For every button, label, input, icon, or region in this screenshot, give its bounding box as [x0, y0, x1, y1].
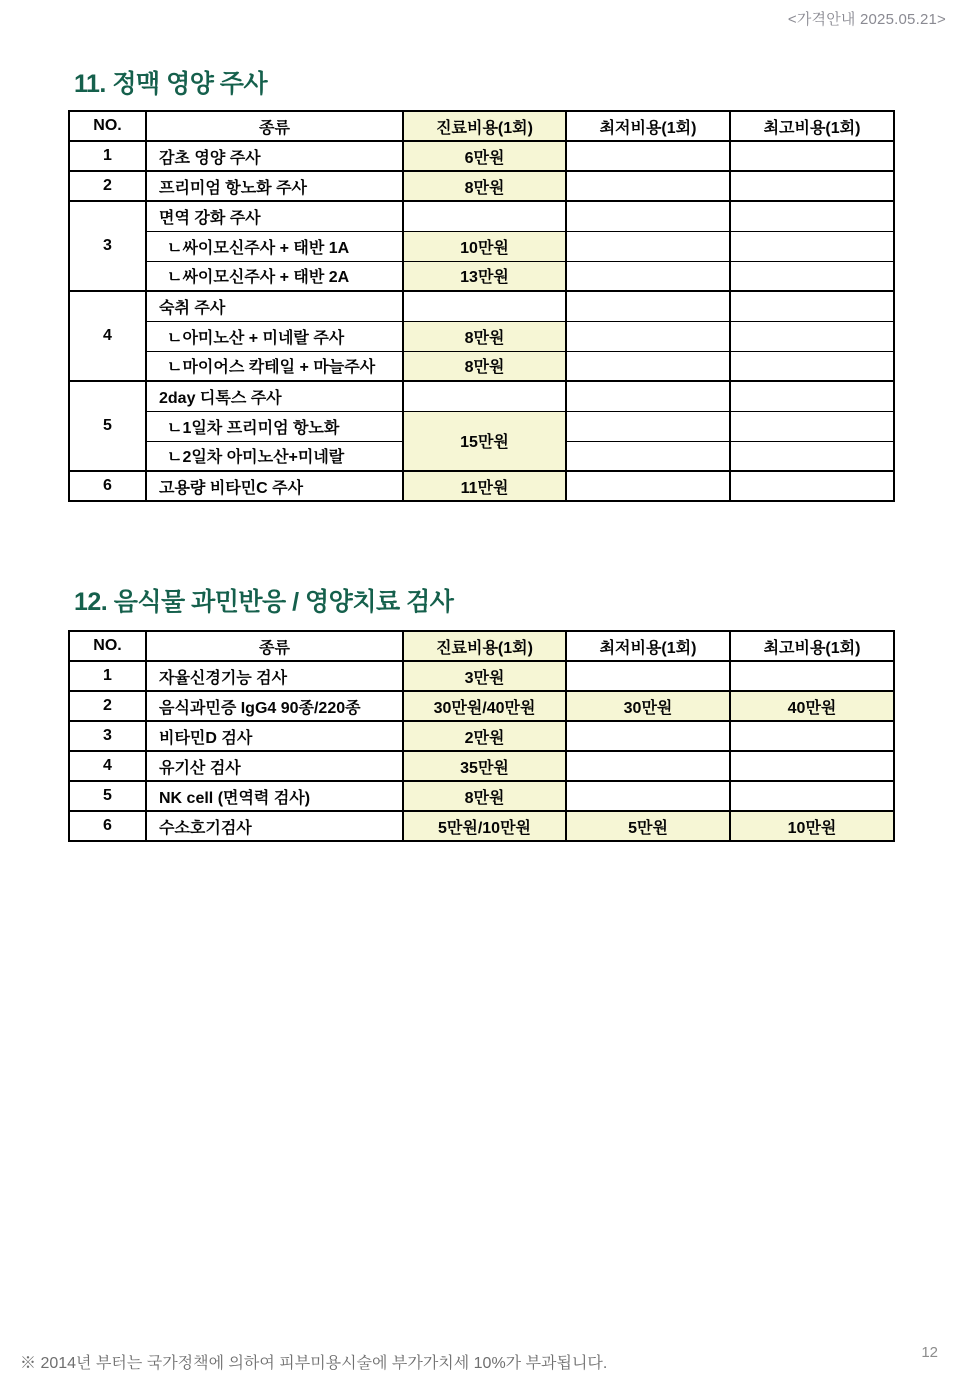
table-row — [69, 171, 894, 201]
row-max: 40만원 — [730, 691, 894, 721]
row-no: 1 — [69, 141, 146, 171]
row-name: ㄴ1일차 프리미엄 항노화 — [146, 411, 403, 441]
row-no: 5 — [69, 381, 146, 471]
row-no: 2 — [69, 691, 146, 721]
table-row — [69, 781, 894, 811]
row-cost-merged: 15만원 — [403, 411, 566, 471]
row-no: 4 — [69, 751, 146, 781]
row-cost — [403, 381, 566, 411]
row-name: 2day 디톡스 주사 — [146, 381, 403, 411]
row-max — [730, 721, 894, 751]
row-max — [730, 411, 894, 441]
food-sensitivity-test-table — [68, 630, 895, 842]
row-no: 5 — [69, 781, 146, 811]
row-min — [566, 661, 730, 691]
row-no: 6 — [69, 471, 146, 501]
page-number: 12 — [921, 1344, 938, 1361]
table-row-group-5-b — [69, 411, 894, 441]
row-min — [566, 351, 730, 381]
row-max — [730, 471, 894, 501]
table2-header-no: NO. — [69, 631, 146, 661]
table-row — [69, 721, 894, 751]
row-min — [566, 201, 730, 231]
table-row-group-3-a — [69, 201, 894, 231]
row-cost: 11만원 — [403, 471, 566, 501]
row-name: ㄴ싸이모신주사 + 태반 1A — [146, 231, 403, 261]
row-cost — [403, 291, 566, 321]
row-cost: 35만원 — [403, 751, 566, 781]
price-guide-date-note: <가격안내 2025.05.21> — [787, 11, 946, 28]
table-row — [69, 141, 894, 171]
row-cost: 5만원/10만원 — [403, 811, 566, 841]
row-max — [730, 171, 894, 201]
section-12-title: 12. 음식물 과민반응 / 영양치료 검사 — [74, 588, 454, 616]
table1-header-min: 최저비용(1회) — [566, 111, 730, 141]
row-min — [566, 321, 730, 351]
row-no: 1 — [69, 661, 146, 691]
table-row-group-3-c — [69, 261, 894, 291]
row-name: 수소호기검사 — [146, 811, 403, 841]
row-cost: 8만원 — [403, 321, 566, 351]
table-row-group-4-a — [69, 291, 894, 321]
row-name: 숙취 주사 — [146, 291, 403, 321]
table-row — [69, 471, 894, 501]
row-min — [566, 141, 730, 171]
row-no: 3 — [69, 721, 146, 751]
row-min — [566, 261, 730, 291]
row-max — [730, 141, 894, 171]
row-min — [566, 411, 730, 441]
table1-header-no: NO. — [69, 111, 146, 141]
row-max — [730, 321, 894, 351]
row-name: NK cell (면역력 검사) — [146, 781, 403, 811]
row-min — [566, 441, 730, 471]
row-min: 5만원 — [566, 811, 730, 841]
table2-header-row — [69, 631, 894, 661]
row-min — [566, 751, 730, 781]
row-name: ㄴ2일차 아미노산+미네랄 — [146, 441, 403, 471]
row-cost: 2만원 — [403, 721, 566, 751]
table-row-group-5-a — [69, 381, 894, 411]
row-name: ㄴ마이어스 칵테일 + 마늘주사 — [146, 351, 403, 381]
row-max — [730, 441, 894, 471]
table-row-group-4-c — [69, 351, 894, 381]
row-max — [730, 201, 894, 231]
row-name: 음식과민증 IgG4 90종/220종 — [146, 691, 403, 721]
row-name: 면역 강화 주사 — [146, 201, 403, 231]
row-no: 6 — [69, 811, 146, 841]
row-min — [566, 721, 730, 751]
row-min: 30만원 — [566, 691, 730, 721]
row-min — [566, 291, 730, 321]
table-row-group-4-b — [69, 321, 894, 351]
row-name: 비타민D 검사 — [146, 721, 403, 751]
row-cost: 6만원 — [403, 141, 566, 171]
table-row-group-3-b — [69, 231, 894, 261]
row-name: ㄴ아미노산 + 미네랄 주사 — [146, 321, 403, 351]
row-name: 감초 영양 주사 — [146, 141, 403, 171]
row-min — [566, 231, 730, 261]
row-cost: 10만원 — [403, 231, 566, 261]
row-max — [730, 751, 894, 781]
row-max — [730, 231, 894, 261]
row-max — [730, 381, 894, 411]
row-cost: 30만원/40만원 — [403, 691, 566, 721]
table1-header-type: 종류 — [146, 111, 403, 141]
row-name: ㄴ싸이모신주사 + 태반 2A — [146, 261, 403, 291]
row-max: 10만원 — [730, 811, 894, 841]
row-max — [730, 291, 894, 321]
table-row — [69, 691, 894, 721]
row-min — [566, 781, 730, 811]
table-row — [69, 751, 894, 781]
table2-header-max: 최고비용(1회) — [730, 631, 894, 661]
row-cost: 8만원 — [403, 171, 566, 201]
row-no: 3 — [69, 201, 146, 291]
table1-header-cost: 진료비용(1회) — [403, 111, 566, 141]
row-name: 자율신경기능 검사 — [146, 661, 403, 691]
row-cost — [403, 201, 566, 231]
row-max — [730, 781, 894, 811]
row-cost: 8만원 — [403, 781, 566, 811]
row-name: 유기산 검사 — [146, 751, 403, 781]
row-cost: 8만원 — [403, 351, 566, 381]
row-max — [730, 661, 894, 691]
section-11-title: 11. 정맥 영양 주사 — [74, 70, 268, 98]
table-row — [69, 811, 894, 841]
row-max — [730, 261, 894, 291]
table2-header-cost: 진료비용(1회) — [403, 631, 566, 661]
table1-header-max: 최고비용(1회) — [730, 111, 894, 141]
row-no: 4 — [69, 291, 146, 381]
row-min — [566, 381, 730, 411]
table2-header-min: 최저비용(1회) — [566, 631, 730, 661]
row-no: 2 — [69, 171, 146, 201]
table1-header-row — [69, 111, 894, 141]
table-row — [69, 661, 894, 691]
row-cost: 3만원 — [403, 661, 566, 691]
row-name: 프리미엄 항노화 주사 — [146, 171, 403, 201]
row-name: 고용량 비타민C 주사 — [146, 471, 403, 501]
row-min — [566, 471, 730, 501]
vat-footnote: ※ 2014년 부터는 국가정책에 의하여 피부미용시술에 부가가치세 10%가 부과됩니다. — [20, 1355, 608, 1372]
row-min — [566, 171, 730, 201]
table2-header-type: 종류 — [146, 631, 403, 661]
iv-nutrition-injection-table — [68, 110, 895, 502]
row-cost: 13만원 — [403, 261, 566, 291]
row-max — [730, 351, 894, 381]
